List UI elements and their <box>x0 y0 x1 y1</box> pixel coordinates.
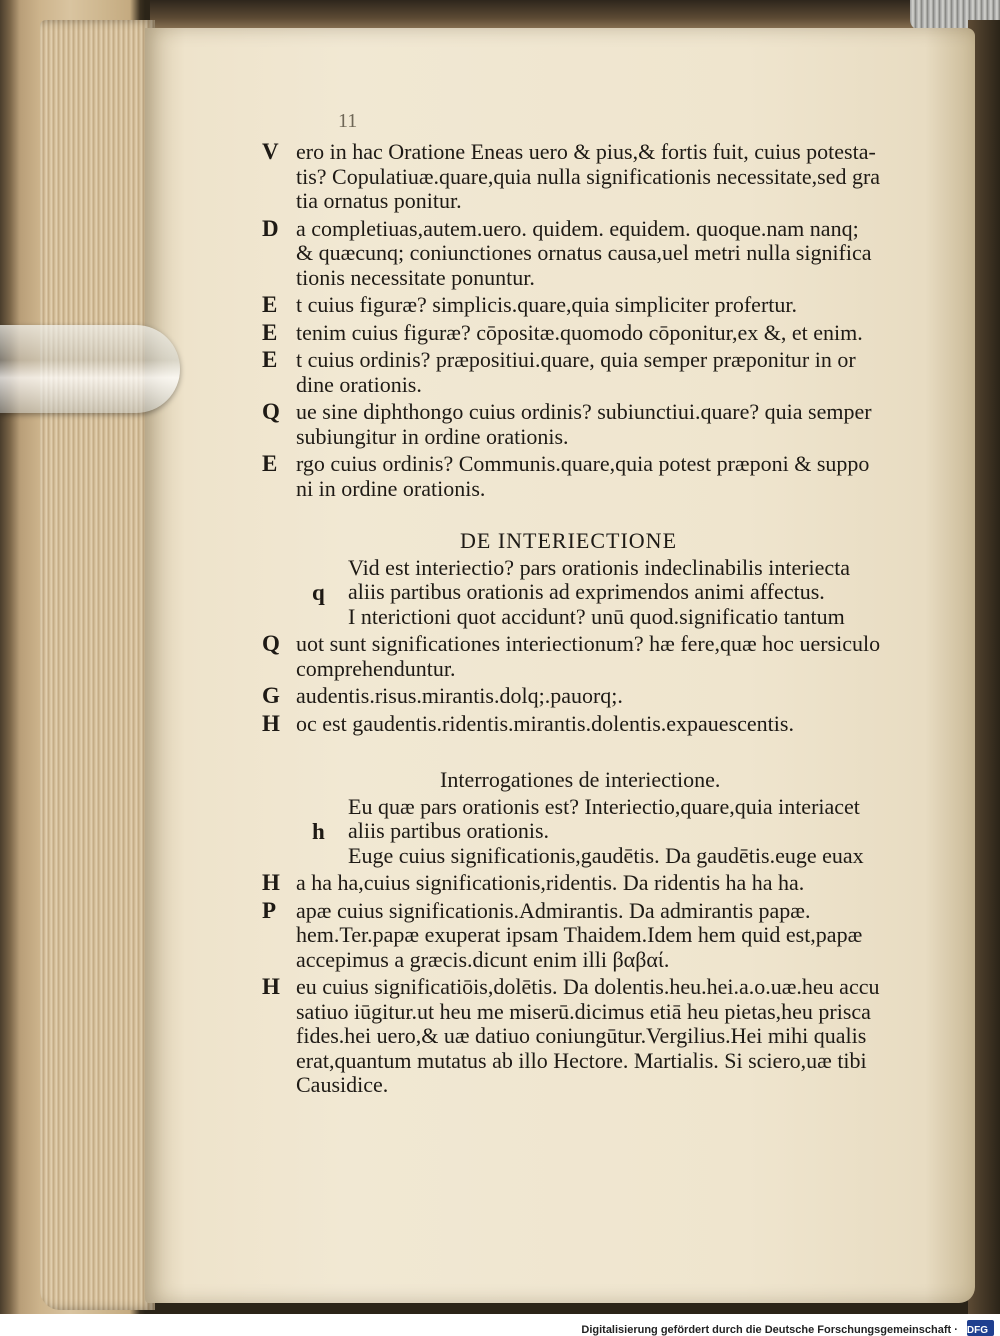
paragraph <box>262 712 942 737</box>
paragraph-text: audentis.risus.mirantis.dolq;.pauorq;. <box>296 683 623 708</box>
opening-paragraphs <box>262 140 942 501</box>
guide-letter: P <box>262 897 277 923</box>
guide-letter: D <box>262 215 279 241</box>
paragraph-text: uot sunt significationes interiectionum? hæ fere,quæ hoc uersiculo comprehenduntur. <box>296 631 881 681</box>
digitization-footer <box>0 1314 1000 1336</box>
paragraph-text: t cuius figuræ? simplicis.quare,quia simpliciter profertur. <box>296 292 797 317</box>
paragraph <box>262 217 942 291</box>
guide-letter: h <box>312 818 325 844</box>
guide-letter: H <box>262 974 280 999</box>
paragraph <box>262 632 942 681</box>
paragraph <box>262 899 942 973</box>
paragraph-text: rgo cuius ordinis? Communis.quare,quia potest præponi & suppo ni in ordine orationis. <box>296 451 870 501</box>
guide-letter: E <box>262 292 278 317</box>
guide-letter: G <box>262 683 280 708</box>
page-edges <box>40 20 155 1310</box>
paragraph-text: oc est gaudentis.ridentis.mirantis.dolentis.expauescentis. <box>296 710 794 736</box>
paragraph <box>262 556 942 630</box>
dfg-logo: DFG <box>967 1320 994 1336</box>
paragraph <box>262 321 942 346</box>
paragraph-text: eu cuius significatiōis,dolētis. Da dolentis.heu.hei.a.o.uæ.heu accu satiuo iūgitur.ut heu me miserū.dicimus etiā heu pietas,heu prisca fides.hei uero,& uæ datiuo coniungūtur.Vergilius.Hei mihi qualis erat,quantum mutatus ab illo Hectore. Martialis. Si sciero,uæ tibi Causidice. <box>296 974 880 1097</box>
section-interiectione <box>262 556 942 737</box>
folio-number: 11 <box>338 110 358 132</box>
paragraph <box>262 348 942 397</box>
paragraph-text: ero in hac Oratione Eneas uero & pius,& fortis fuit, cuius potesta- tis? Copulatiuæ.quare,quia nulla significationis necessitate,sed gra tia ornatus ponitur. <box>296 139 881 213</box>
paragraph-text: Vid est interiectio? pars orationis indeclinabilis interiecta aliis partibus orationis ad exprimendos animi affectus. I nterictioni quot accidunt? unū quod.significatio tantum <box>348 554 851 629</box>
paragraph <box>262 140 942 214</box>
guide-letter: Q <box>262 399 280 424</box>
guide-letter: H <box>262 870 280 895</box>
guide-letter: H <box>262 710 280 736</box>
glass-page-weight <box>0 325 180 413</box>
paragraph <box>262 400 942 449</box>
paragraph-text: a ha ha,cuius significationis,ridentis. Da ridentis ha ha ha. <box>296 870 805 895</box>
paragraph-text: Eu quæ pars orationis est? Interiectio,quare,quia interiacet aliis partibus orationis. Euge cuius significationis,gaudētis. Da gaudētis.euge euax <box>348 793 864 868</box>
guide-letter: V <box>262 139 279 164</box>
guide-letter: q <box>312 579 325 605</box>
section-heading-interiectione: DE INTERIECTIONE <box>460 528 678 553</box>
section-heading-interrogationes: Interrogationes de interiectione. <box>440 767 721 792</box>
guide-letter: E <box>262 347 278 372</box>
book-top-edge <box>150 0 940 30</box>
paragraph-text: ue sine diphthongo cuius ordinis? subiunctiui.quare? quia semper subiungitur in ordine orationis. <box>296 399 872 449</box>
page-text <box>262 140 942 1101</box>
footer-credit: Digitalisierung gefördert durch die Deutsche Forschungsgemeinschaft · <box>581 1324 958 1336</box>
guide-letter: E <box>262 319 278 345</box>
guide-letter: E <box>262 451 278 476</box>
paragraph <box>262 684 942 709</box>
paragraph <box>262 871 942 896</box>
paragraph-text: tenim cuius figuræ? cōpositæ.quomodo cōponitur,ex &, et enim. <box>296 319 863 345</box>
paragraph <box>262 975 942 1098</box>
section-interrogationes <box>262 795 942 1098</box>
paragraph <box>262 795 942 869</box>
paragraph-text: a completiuas,autem.uero. quidem. equidem. quoque.nam nanq; & quæcunq; coniunctiones ornatus causa,uel metri nulla significa tionis necessitate ponuntur. <box>296 215 872 290</box>
paragraph-text: t cuius ordinis? præpositiui.quare, quia semper præponitur in or dine orationis. <box>296 347 856 397</box>
paragraph <box>262 293 942 318</box>
paragraph-text: apæ cuius significationis.Admirantis. Da admirantis papæ. hem.Ter.papæ exuperat ipsam Thaidem.Idem hem quid est,papæ accepimus a græcis.dicunt enim illi βαβαί. <box>296 897 863 972</box>
guide-letter: Q <box>262 631 280 656</box>
paragraph <box>262 452 942 501</box>
